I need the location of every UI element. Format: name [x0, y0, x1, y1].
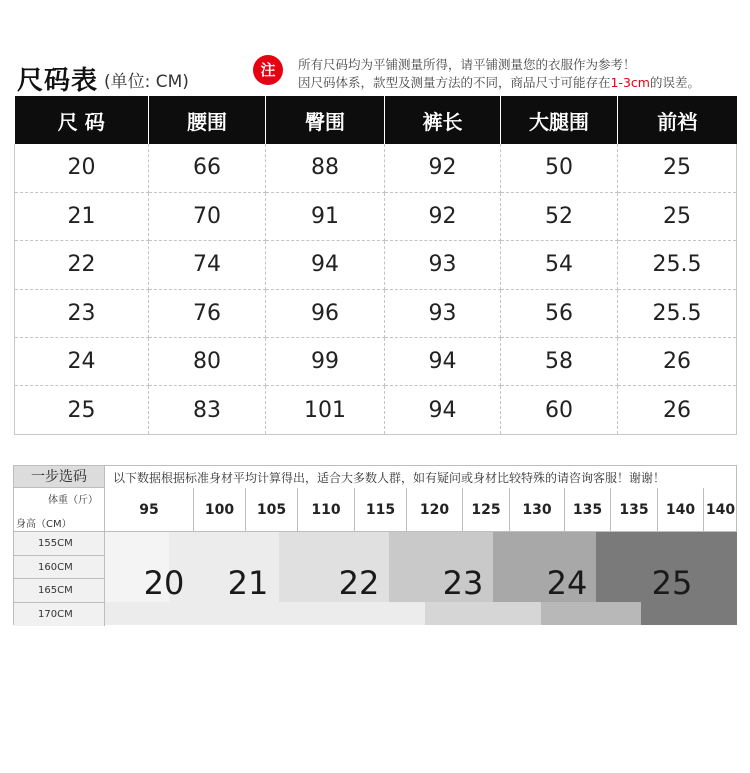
height-cell: 160CM [14, 556, 105, 580]
size-label-24: 24 [546, 564, 588, 602]
cell-waist: 83 [149, 386, 266, 434]
cell-hip: 88 [266, 144, 385, 192]
header-length: 裤长 [385, 96, 501, 144]
cell-length: 94 [385, 338, 501, 386]
selector-corner [14, 488, 105, 532]
size-label-22: 22 [338, 564, 380, 602]
cell-length: 94 [385, 386, 501, 434]
height-cell: 165CM [14, 579, 105, 603]
table-row [15, 144, 737, 192]
cell-waist: 76 [149, 289, 266, 337]
weight-cell: 135 [565, 488, 611, 532]
header-front-rise: 前裆 [618, 96, 737, 144]
cell-front-rise: 26 [618, 338, 737, 386]
size-label-25: 25 [651, 564, 693, 602]
note-badge: 注 [253, 55, 283, 85]
height-cell: 155CM [14, 532, 105, 556]
size-region-24 [541, 602, 641, 625]
cell-thigh: 60 [501, 386, 618, 434]
cell-waist: 66 [149, 144, 266, 192]
weight-cell: 140 [658, 488, 704, 532]
table-row [15, 192, 737, 240]
cell-size: 21 [15, 192, 149, 240]
cell-size: 23 [15, 289, 149, 337]
weight-row [105, 488, 737, 532]
cell-thigh: 56 [501, 289, 618, 337]
cell-hip: 94 [266, 241, 385, 289]
cell-hip: 91 [266, 192, 385, 240]
cell-hip: 99 [266, 338, 385, 386]
weight-cell: 115 [355, 488, 407, 532]
size-region-23 [425, 602, 541, 625]
cell-thigh: 58 [501, 338, 618, 386]
cell-length: 93 [385, 289, 501, 337]
cell-waist: 70 [149, 192, 266, 240]
cell-front-rise: 26 [618, 386, 737, 434]
cell-hip: 101 [266, 386, 385, 434]
cell-front-rise: 25 [618, 192, 737, 240]
size-label-21: 21 [227, 564, 269, 602]
size-selector [13, 465, 737, 625]
note-line-2-suffix: 的误差。 [649, 75, 700, 90]
header-thigh: 大腿围 [501, 96, 618, 144]
weight-cell: 95 [105, 488, 194, 532]
cell-length: 92 [385, 192, 501, 240]
header-size: 尺 码 [15, 96, 149, 144]
weight-axis-label: 体重（斤） [48, 495, 98, 506]
size-region-21 [105, 602, 425, 625]
cell-thigh: 52 [501, 192, 618, 240]
table-row [15, 338, 737, 386]
note-error-range: 1-3cm [610, 75, 650, 90]
weight-cell: 130 [510, 488, 565, 532]
header-hip: 臀围 [266, 96, 385, 144]
page-title: 尺码表 [17, 66, 99, 96]
cell-size: 20 [15, 144, 149, 192]
note-line-1: 所有尺码均为平铺测量所得，请平铺测量您的衣服作为参考！ [298, 57, 636, 72]
weight-cell: 140 [705, 502, 736, 518]
cell-hip: 96 [266, 289, 385, 337]
cell-waist: 74 [149, 241, 266, 289]
size-region-21 [169, 532, 279, 557]
weight-cell: 125 [463, 488, 510, 532]
selector-title: 一步选码 [14, 466, 105, 488]
size-label-20: 20 [143, 564, 185, 602]
weight-cell: 120 [407, 488, 463, 532]
header-waist: 腰围 [149, 96, 266, 144]
size-table [14, 96, 737, 435]
size-table-header-row [15, 96, 737, 144]
weight-cell: 100 [194, 488, 246, 532]
selector-description: 以下数据根据标准身材平均计算得出，适合大多数人群，如有疑问或身材比较特殊的请咨询客服！谢谢！ [113, 471, 666, 485]
height-axis-label: 身高（CM） [16, 519, 72, 530]
weight-cell: 105 [246, 488, 298, 532]
cell-size: 22 [15, 241, 149, 289]
cell-length: 92 [385, 144, 501, 192]
cell-thigh: 50 [501, 144, 618, 192]
table-row [15, 386, 737, 434]
table-row [15, 241, 737, 289]
size-label-23: 23 [442, 564, 484, 602]
cell-waist: 80 [149, 338, 266, 386]
cell-front-rise: 25.5 [618, 289, 737, 337]
cell-length: 93 [385, 241, 501, 289]
table-row [15, 289, 737, 337]
note-line-2-prefix: 因尺码体系，款型及测量方法的不同，商品尺寸可能存在 [298, 75, 611, 90]
cell-front-rise: 25 [618, 144, 737, 192]
weight-cell: 135 [611, 488, 658, 532]
note-line-2 [298, 73, 700, 91]
weight-cell: 110 [298, 488, 355, 532]
size-region-25 [641, 602, 737, 625]
cell-thigh: 54 [501, 241, 618, 289]
cell-size: 24 [15, 338, 149, 386]
cell-size: 25 [15, 386, 149, 434]
height-cell: 170CM [14, 603, 105, 627]
cell-front-rise: 25.5 [618, 241, 737, 289]
unit-label: (单位: CM) [104, 72, 189, 92]
